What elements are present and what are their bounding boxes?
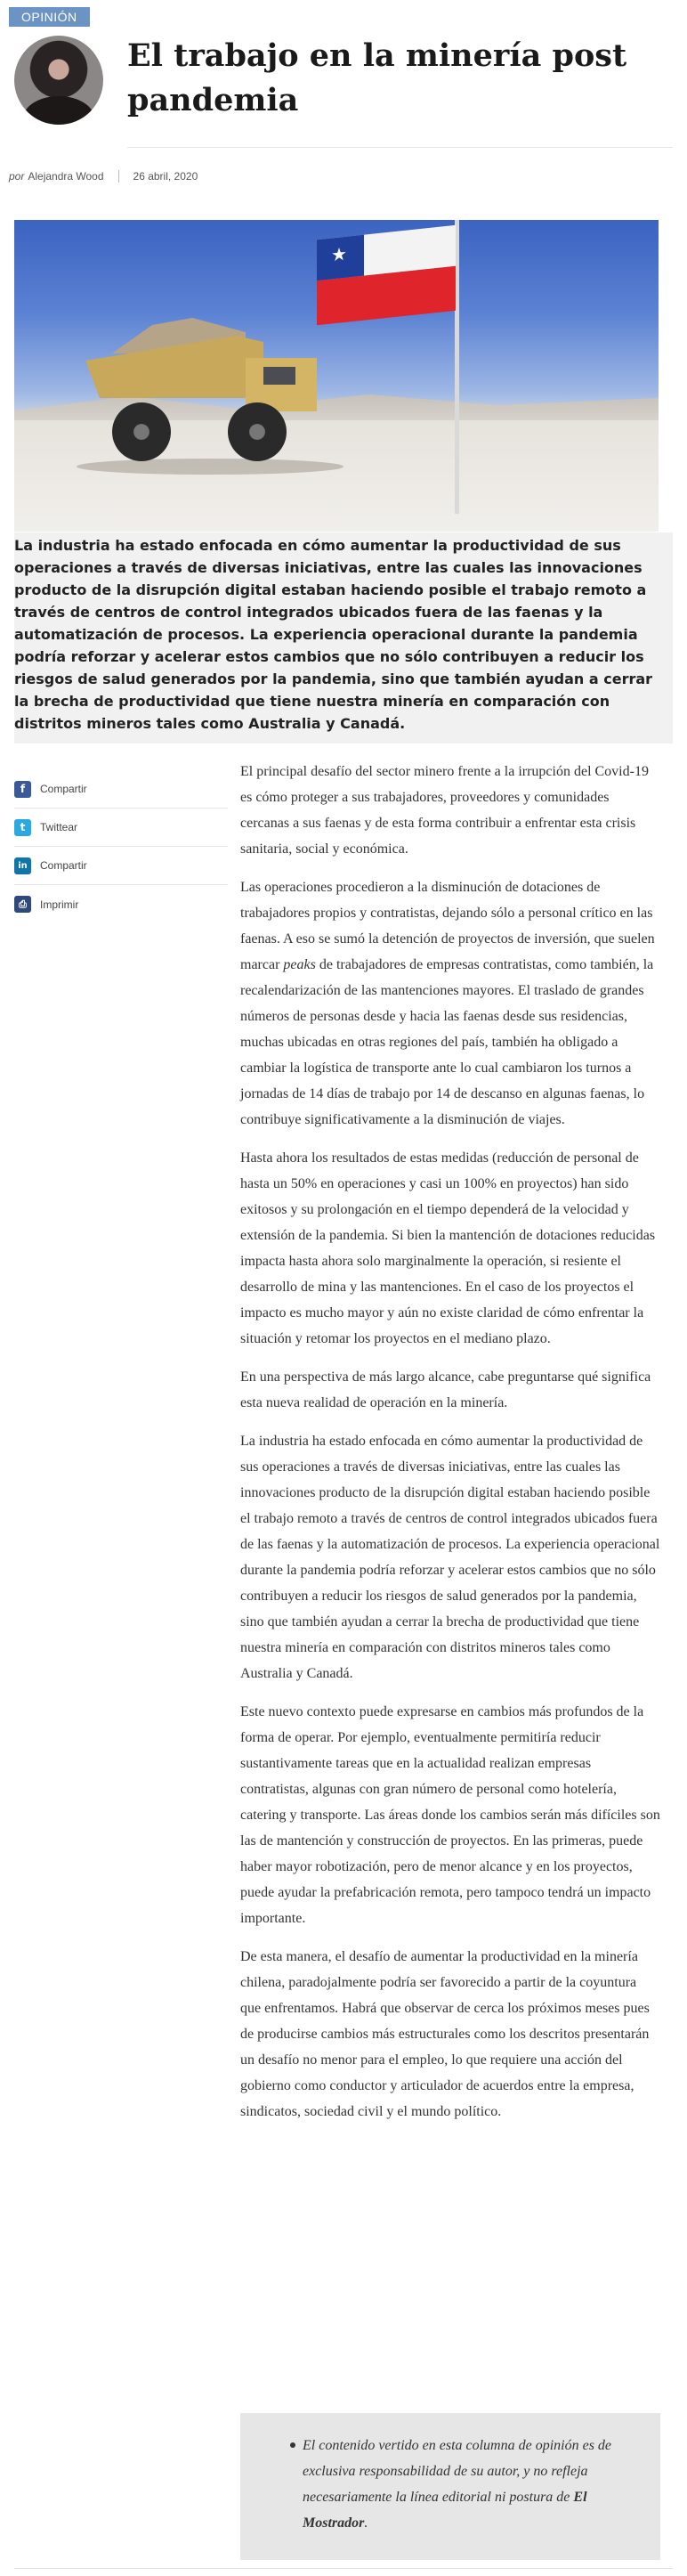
disclaimer-text: El contenido vertido en esta columna de opinión es de exclusiva responsabilidad de su autor, y no refleja necesariamente la línea editorial ni postura de El Mostrador. [303, 2438, 612, 2531]
paragraph-5: La industria ha estado enfocada en cómo aumentar la productividad de sus operaciones a través de diversas iniciativas, entre las cuales las innovaciones producto de la disrupción digital estaban haciendo posible el trabajo remoto a través de centros de control integrados ubicados fuera de las faenas y la automatización de procesos. La experiencia operacional durante la pandemia podría reforzar y acelerar estos cambios que no sólo contribuyen a reducir los riesgos de salud generados por la pandemia, sino que también ayudan a cerrar la brecha de productividad que tiene nuestra minería en comparación con distritos mineros tales como Australia y Canadá. [240, 1434, 660, 1681]
share-linkedin-label: Compartir [40, 859, 87, 872]
share-bar [14, 770, 228, 923]
outlet-name: El Mostrador [303, 2490, 587, 2531]
share-facebook-button[interactable] [14, 770, 228, 809]
paragraph-4: En una perspectiva de más largo alcance, cabe preguntarse qué significa esta nueva realidad de operación en la minería. [240, 1369, 651, 1410]
header-divider [127, 147, 673, 148]
paragraph-1: El principal desafío del sector minero frente a la irrupción del Covid-19 es cómo proteger a sus trabajadores, proveedores y comunidades cercanas a sus faenas y de esta forma contribuir a enfrentar esta crisis sanitaria, social y económica. [240, 764, 649, 857]
category-tag[interactable]: OPINIÓN [9, 7, 90, 27]
author-avatar [14, 36, 103, 125]
print-button[interactable] [14, 885, 228, 923]
share-linkedin-button[interactable] [14, 847, 228, 885]
article-headline: El trabajo en la minería post pandemia [127, 37, 627, 118]
paragraph-3: Hasta ahora los resultados de estas medidas (reducción de personal de hasta un 50% en operaciones y casi un 100% en proyectos) han sido exitosos y su prolongación en el tiempo dependerá de la velocidad y extensión de la pandemia. Si bien la mantención de dotaciones reducidas impacta hasta ahora solo marginalmente la operación, si resiente el desarrollo de mina y las mantenciones. En el caso de los proyectos el impacto es mucho mayor y aún no existe claridad de cómo enfrentar la situación y retomar los proyectos en el mediano plazo. [240, 1150, 656, 1346]
footer-divider [14, 2568, 673, 2569]
paragraph-2: Las operaciones procedieron a la disminución de dotaciones de trabajadores propios y contratistas, dejando sólo a personal crítico en las faenas. A eso se sumó la detención de proyectos de inversión, que suelen marcar peaks de trabajadores de empresas contratistas, como también, la recalendarización de las mantenciones mayores. El traslado de grandes números de personas desde y hacia las faenas desde sus residencias, muchas ubicadas en otras regiones del país, también ha obligado a cambiar la logística de transporte ante lo cual cambiaron los turnos a jornadas de 14 días de trabajo por 14 de descanso en algunas faenas, lo contribuye significativamente a la disminución de viajes. [240, 880, 655, 1127]
print-icon: ⎙ [14, 896, 31, 913]
chile-flag: ★ [317, 225, 456, 325]
bullet-dot [290, 2442, 295, 2448]
linkedin-icon: in [14, 857, 31, 874]
paragraph-6: Este nuevo contexto puede expresarse en cambios más profundos de la forma de operar. Por ejemplo, eventualmente permitiría reducir sustantivamente tareas que en la actualidad realizan empresas contratistas, algunas con gran número de personal como hotelería, catering y transporte. Las áreas donde los cambios serán más difíciles son las de mantención y construcción de proyectos. En las primeras, puede haber mayor robotización, pero de menor alcance y en los proyectos, puede ayudar la prefabricación remota, pero tampoco tendrá un impacto importante. [240, 1704, 660, 1926]
author-name[interactable]: Alejandra Wood [28, 170, 104, 183]
peaks-term: peaks [283, 957, 316, 972]
share-twitter-label: Twittear [40, 821, 78, 833]
twitter-icon: t [14, 819, 31, 836]
byline-separator [118, 170, 119, 183]
share-facebook-label: Compartir [40, 783, 87, 795]
paragraph-7: De esta manera, el desafío de aumentar la productividad en la minería chilena, paradojalmente podría ser favorecido a partir de la coyuntura que enfrentamos. Habrá que observar de cerca los próximos meses pues de producirse cambios más estructurales como los descritos presentarán un desafío no menor para el empleo, lo que requiere una acción del gobierno como conductor y articulador de acuerdos entre la empresa, sindicatos, sociedad civil y el mundo político. [240, 1949, 650, 2119]
hero-image [14, 220, 659, 532]
byline-prefix: por [9, 170, 25, 183]
mining-truck [85, 318, 317, 469]
article-body [240, 759, 660, 2137]
share-twitter-button[interactable] [14, 809, 228, 847]
publish-date: 26 abril, 2020 [133, 170, 198, 183]
article-lede: La industria ha estado enfocada en cómo aumentar la productividad de sus operaciones a través de diversas iniciativas, entre las cuales las innovaciones producto de la disrupción digital estaban haciendo posible el trabajo remoto a través de centros de control integrados ubicados fuera de las faenas y la automatización de procesos. La experiencia operacional durante la pandemia podría reforzar y acelerar estos cambios que no sólo contribuyen a reducir los riesgos de salud generados por la pandemia, sino que también ayudan a cerrar la brecha de productividad que tiene nuestra minería en comparación con distritos mineros tales como Australia y Canadá. [14, 532, 673, 744]
disclaimer-box [240, 2413, 660, 2560]
facebook-icon: f [14, 781, 31, 798]
print-label: Imprimir [40, 898, 79, 911]
byline [9, 170, 198, 183]
